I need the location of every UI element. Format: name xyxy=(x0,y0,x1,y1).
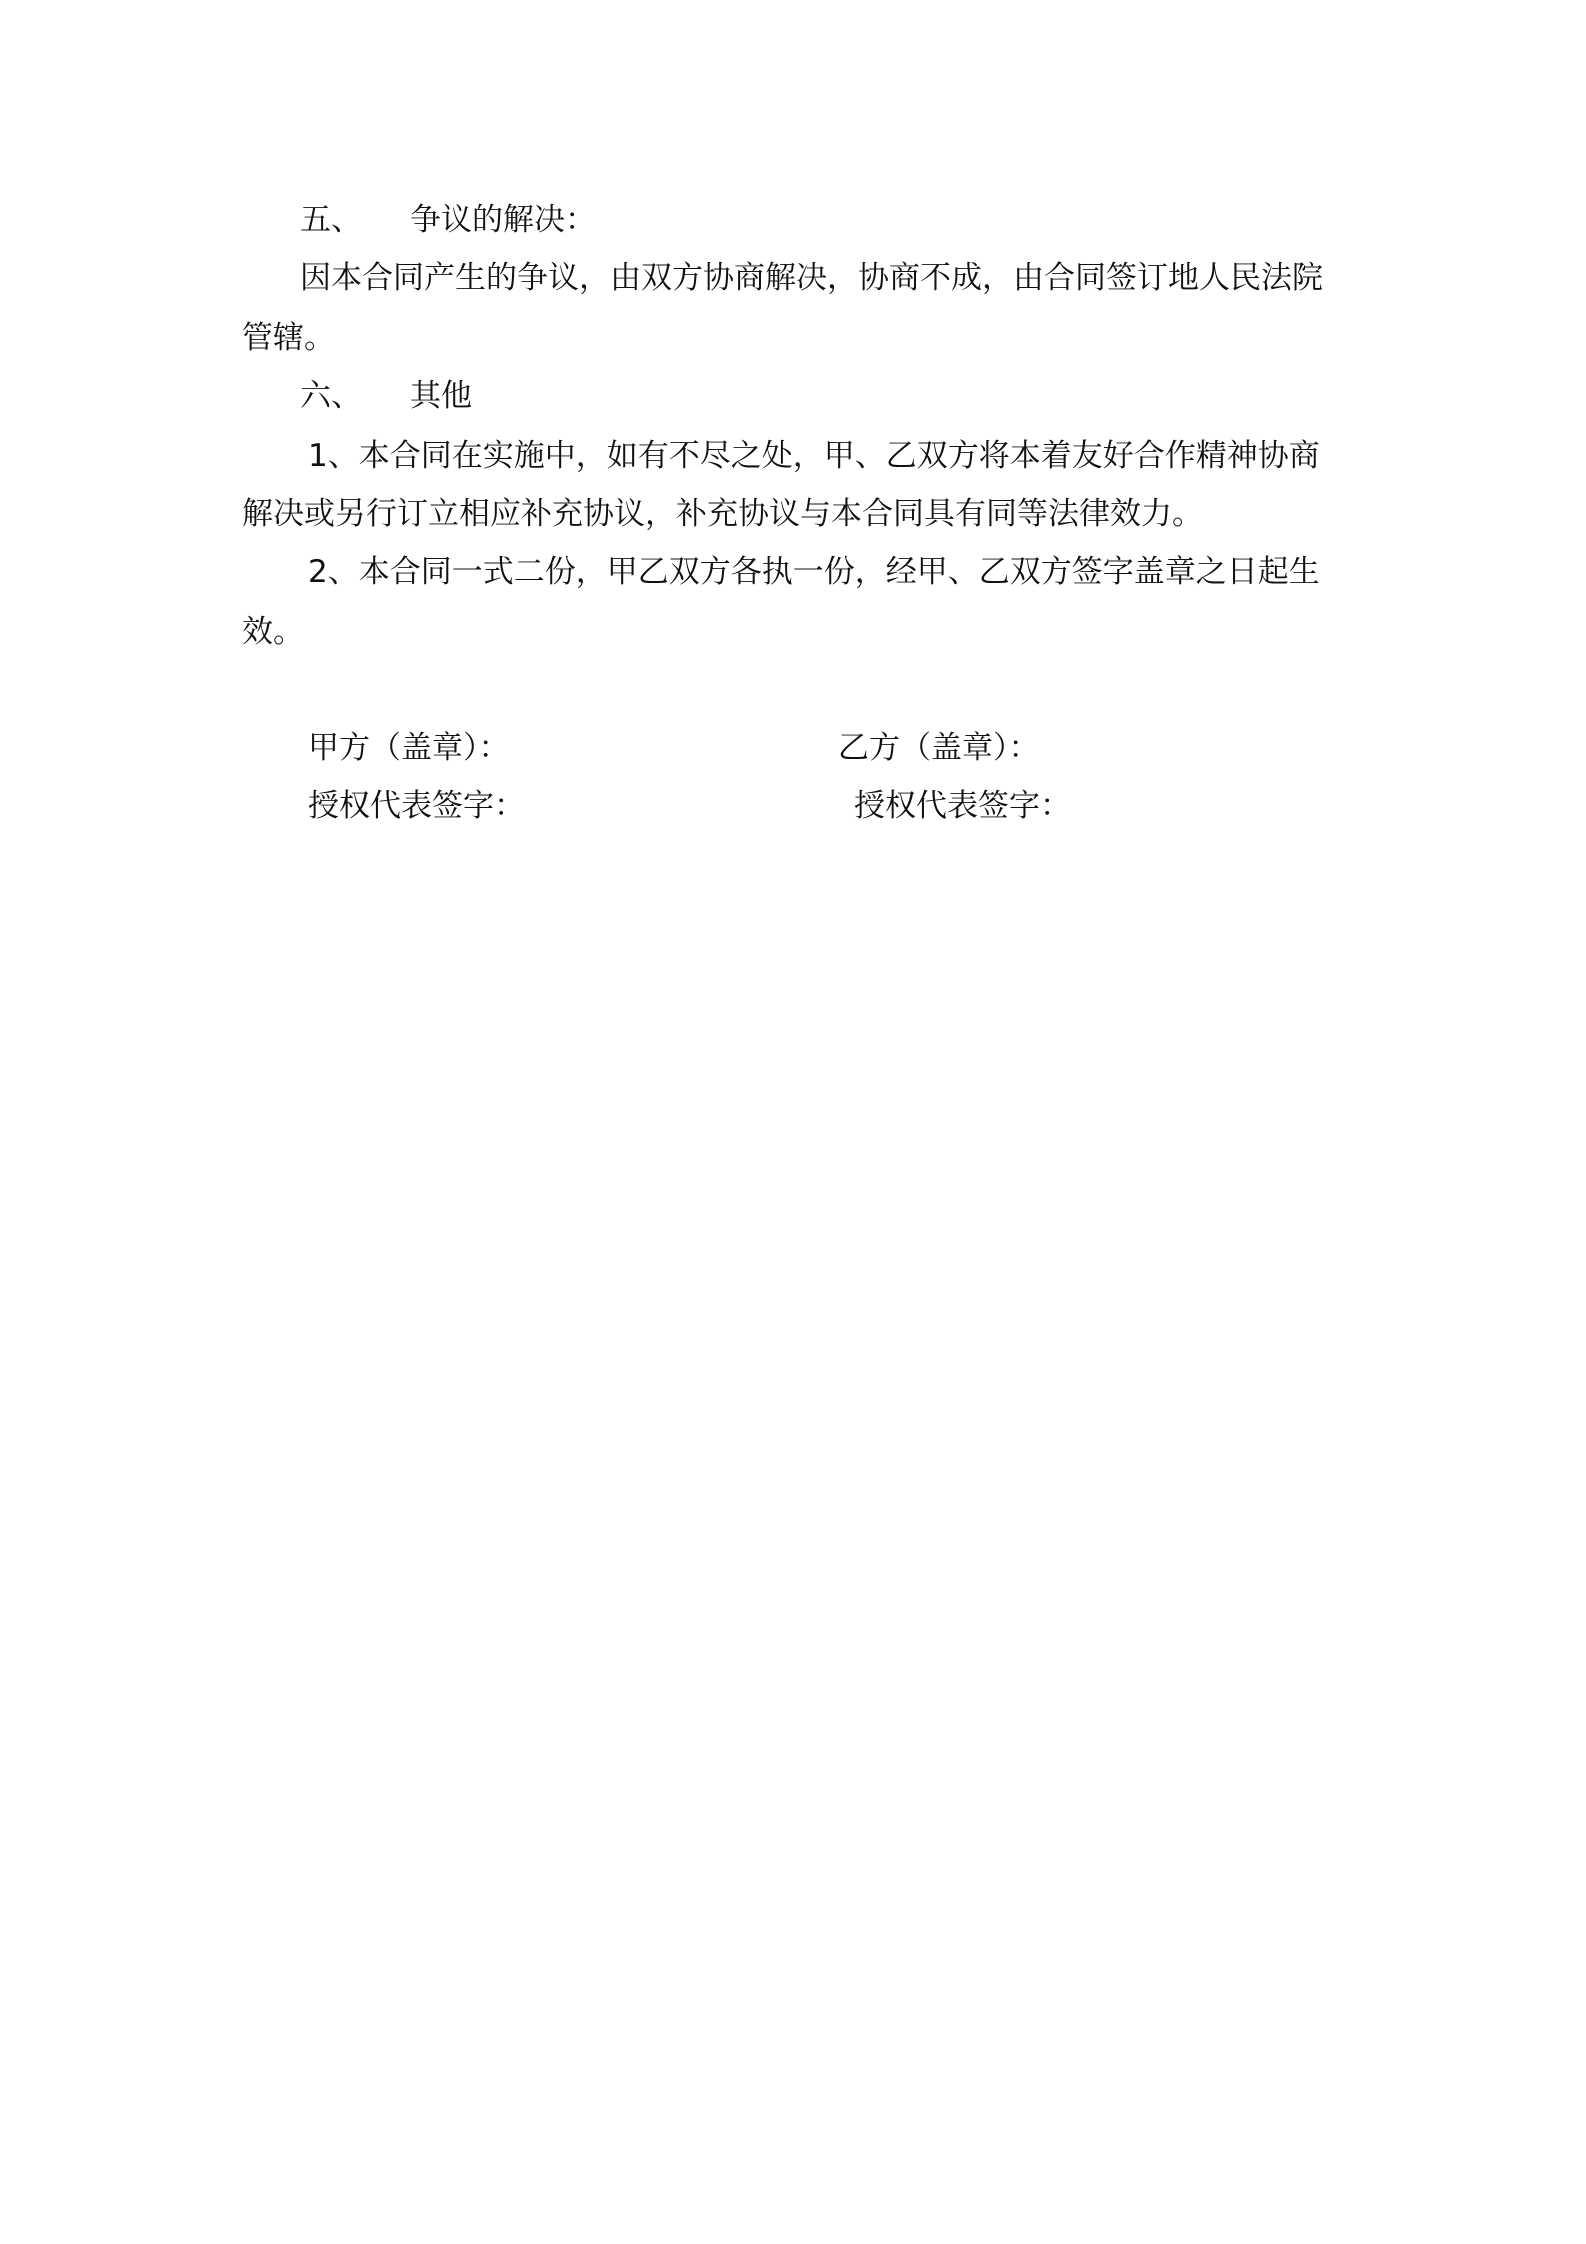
section-6-title: 其他 xyxy=(410,378,472,414)
section-5-paragraph-line-2: 管辖。 xyxy=(242,320,335,356)
section-5-number: 五、 xyxy=(300,202,362,238)
section-5-title: 争议的解决： xyxy=(410,202,596,238)
section-5-paragraph-line-1: 因本合同产生的争议，由双方协商解决，协商不成，由合同签订地人民法院 xyxy=(300,260,1323,296)
section-6-number: 六、 xyxy=(300,378,362,414)
section-6-item-1-line-2: 解决或另行订立相应补充协议，补充协议与本合同具有同等法律效力。 xyxy=(242,496,1203,532)
section-6-item-2-line-2: 效。 xyxy=(242,614,304,650)
party-b-seal-label: 乙方（盖章）： xyxy=(838,730,1040,766)
party-a-seal-label: 甲方（盖章）： xyxy=(308,730,510,766)
section-6-item-2-line-1: 2、本合同一式二份，甲乙双方各执一份，经甲、乙双方签字盖章之日起生 xyxy=(308,554,1320,590)
section-6-item-1-line-1: 1、本合同在实施中，如有不尽之处，甲、乙双方将本着友好合作精神协商 xyxy=(308,438,1320,474)
party-a-signature-label: 授权代表签字： xyxy=(308,788,525,824)
party-b-signature-label: 授权代表签字： xyxy=(854,788,1071,824)
